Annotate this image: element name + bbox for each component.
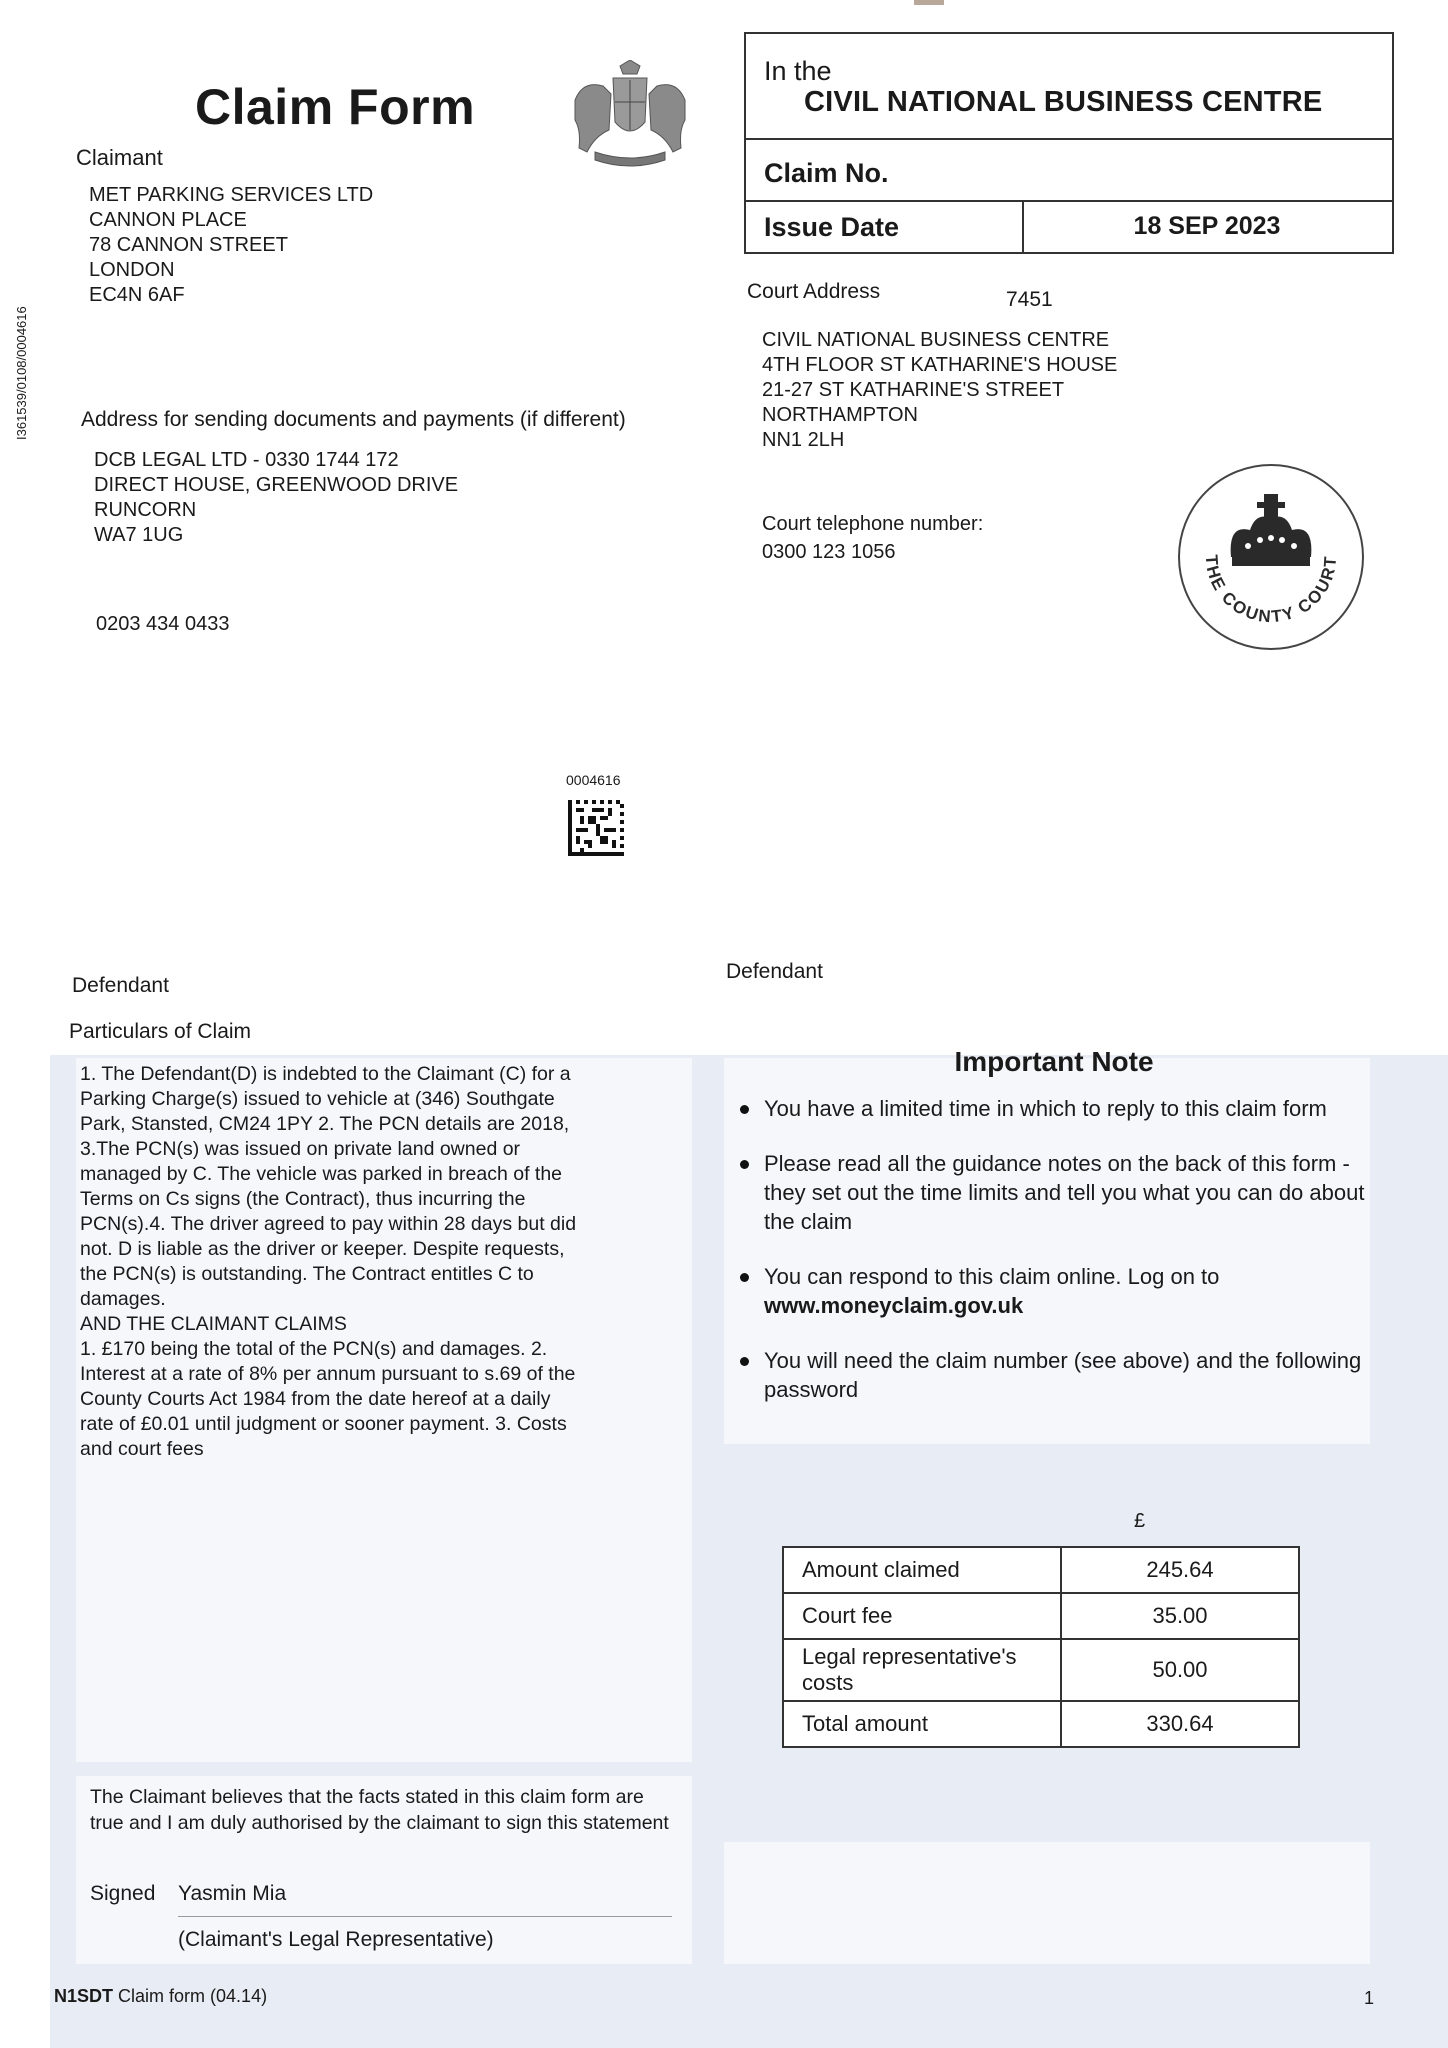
court-name: CIVIL NATIONAL BUSINESS CENTRE [804, 86, 1323, 118]
amount-value: 50.00 [1061, 1639, 1299, 1701]
claimant-address: MET PARKING SERVICES LTD CANNON PLACE 78 CANNON STREET LONDON EC4N 6AF [89, 184, 374, 306]
amount-label: Amount claimed [783, 1547, 1061, 1593]
particulars-label: Particulars of Claim [69, 1020, 252, 1043]
court-address: CIVIL NATIONAL BUSINESS CENTRE 4TH FLOOR ST KATHARINE'S HOUSE 21-27 ST KATHARINE'S STREET NORTHAMPTON NN1 2LH [762, 329, 1118, 451]
form-code: N1SDT [54, 1986, 114, 2006]
court-address-label: Court Address [747, 280, 881, 303]
particulars-paragraph: 1. £170 being the total of the PCN(s) and damages. 2. Interest at a rate of 8% per annum pursuant to s.69 of the County Courts Act 1984 from the date hereof at a daily rate of £0.01 until judgment or sooner payment. 3. Costs and court fees [80, 1338, 576, 1460]
court-phone-label: Court telephone number: [762, 513, 984, 535]
amount-label: Total amount [783, 1701, 1061, 1747]
amount-label: Court fee [783, 1593, 1061, 1639]
page-number: 1 [1364, 1988, 1375, 2008]
signatory-capacity: (Claimant's Legal Representative) [178, 1928, 494, 1951]
important-note-title: Important Note [954, 1046, 1154, 1077]
amount-value: 245.64 [1061, 1547, 1299, 1593]
in-the-label: In the [764, 56, 832, 86]
claim-no-row [746, 140, 1392, 202]
issue-date-label: Issue Date [764, 212, 900, 242]
royal-coat-of-arms [565, 60, 695, 170]
table-row [783, 1701, 1299, 1747]
form-name: Claim form (04.14) [118, 1986, 268, 2006]
table-row [783, 1639, 1299, 1701]
particulars-claims-heading: AND THE CLAIMANT CLAIMS [80, 1313, 347, 1335]
amount-label: Legal representative's costs [783, 1639, 1061, 1701]
defendant-left-label: Defendant [72, 974, 169, 997]
amounts-table [782, 1546, 1300, 1748]
note-item: You can respond to this claim online. Log on to www.moneyclaim.gov.uk [740, 1262, 1380, 1320]
service-address-label: Address for sending documents and payments (if different) [81, 408, 626, 431]
note-item: You will need the claim number (see above) and the following password [740, 1346, 1380, 1404]
issue-date-row [746, 202, 1392, 252]
scan-mark [914, 0, 944, 5]
seal-text: THE COUNTY COURT [1201, 554, 1341, 627]
form-footer [54, 1986, 267, 2007]
blank-panel [724, 1842, 1370, 1964]
court-phone: 0300 123 1056 [762, 541, 896, 563]
datamatrix-barcode [568, 800, 624, 856]
signatory-name: Yasmin Mia [178, 1882, 287, 1905]
service-phone: 0203 434 0433 [96, 613, 230, 635]
table-row [783, 1593, 1299, 1639]
currency-symbol: £ [1134, 1510, 1146, 1532]
claimant-label: Claimant [76, 145, 163, 170]
signed-label: Signed [90, 1882, 156, 1905]
particulars-text [80, 1062, 580, 1462]
court-name-row [746, 34, 1392, 140]
defendant-right-label: Defendant [726, 960, 823, 983]
court-box [744, 32, 1394, 254]
statement-of-truth: The Claimant believes that the facts stated in this claim form are true and I am duly authorised by the claimant to sign this statement [90, 1786, 669, 1834]
signature-line [178, 1916, 672, 1917]
particulars-paragraph: 1. The Defendant(D) is indebted to the Claimant (C) for a Parking Charge(s) issued to vehicle at (346) Southgate Park, Stansted, CM24 1PY 2. The PCN details are 2018, 3.The PCN(s) was issued on private land owned or managed by C. The vehicle was parked in breach of the Terms on Cs signs (the Contract), thus incurring the PCN(s).4. The driver agreed to pay within 28 days but did not. D is liable as the driver or keeper. Despite requests, the PCN(s) is outstanding. The Contract entitles C to damages. [80, 1063, 577, 1310]
note-item: Please read all the guidance notes on the back of this form - they set out the time limits and tell you what you can do about the claim [740, 1149, 1380, 1236]
note-item: You have a limited time in which to reply to this claim form [740, 1094, 1380, 1123]
important-note-list [740, 1094, 1380, 1430]
county-court-seal [1176, 462, 1366, 652]
table-row [783, 1547, 1299, 1593]
form-title: Claim Form [195, 79, 476, 135]
amount-value: 330.64 [1061, 1701, 1299, 1747]
claim-no-label: Claim No. [764, 158, 889, 188]
side-reference: I361539/0108/0004616 [14, 306, 29, 440]
issue-date-value: 18 SEP 2023 [1133, 212, 1281, 240]
barcode-number: 0004616 [566, 772, 621, 788]
amount-value: 35.00 [1061, 1593, 1299, 1639]
moneyclaim-link[interactable]: www.moneyclaim.gov.uk [764, 1293, 1024, 1318]
service-address: DCB LEGAL LTD - 0330 1744 172 DIRECT HOUSE, GREENWOOD DRIVE RUNCORN WA7 1UG [94, 449, 459, 546]
court-code: 7451 [1006, 288, 1053, 311]
